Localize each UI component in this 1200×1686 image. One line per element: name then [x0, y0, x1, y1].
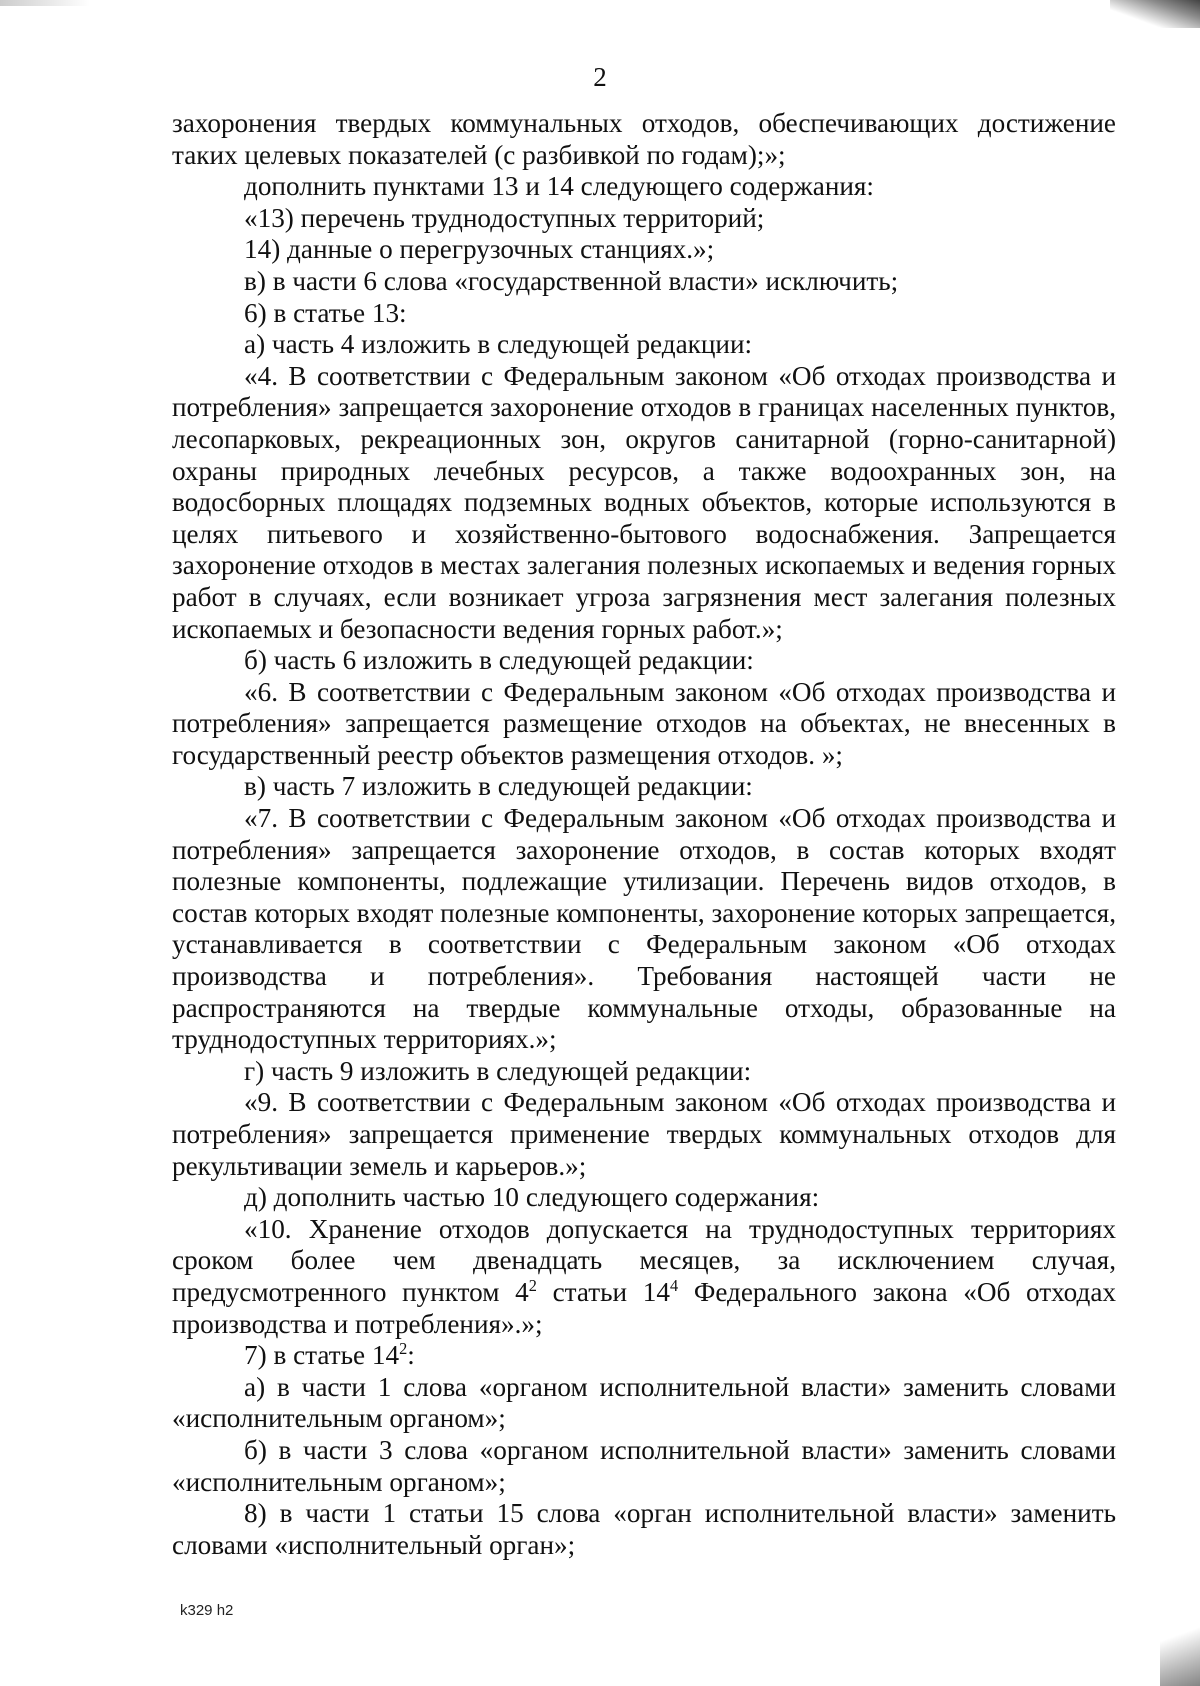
- paragraph: дополнить пунктами 13 и 14 следующего содержания:: [244, 171, 874, 202]
- paragraph: 6) в статье 13:: [244, 297, 407, 328]
- text-span: 7) в статье 14: [244, 1340, 400, 1371]
- text-span: «10. Хранение отходов допускается на труднодоступных территориях сроком более чем двенадцать месяцев, за исключением случая, предусмотренного пунктом 4: [172, 1213, 1116, 1307]
- text-span: :: [407, 1340, 415, 1371]
- paragraph: б) часть 6 изложить в следующей редакции:: [244, 645, 754, 676]
- paragraph: в) часть 7 изложить в следующей редакции:: [244, 771, 753, 802]
- paragraph: г) часть 9 изложить в следующей редакции:: [244, 1055, 752, 1086]
- paragraph: а) часть 4 изложить в следующей редакции:: [244, 329, 753, 360]
- superscript: 4: [669, 1275, 679, 1295]
- scan-corner-shadow: [1160, 1616, 1200, 1686]
- paragraph: б) в части 3 слова «органом исполнительной власти» заменить словами «исполнительным органом»;: [172, 1434, 1116, 1497]
- paragraph: «4. В соответствии с Федеральным законом «Об отходах производства и потребления» запрещается захоронение отходов в границах населенных пунктов, лесопарковых, рекреационных зон, округов санитарной (горно-санитарной) охраны природных лечебных ресурсов, а также водоохранных зон, на водосборных площадях подземных водных объектов, которые используются в целях питьевого и хозяйственно-бытового водоснабжения. Запрещается захоронение отходов в местах залегания полезных ископаемых и ведения горных работ в случаях, если возникает угроза загрязнения мест залегания полезных ископаемых и безопасности ведения горных работ.»;: [172, 360, 1116, 644]
- paragraph-article-7: [172, 1340, 1116, 1372]
- superscript: 2: [399, 1339, 408, 1359]
- scan-corner-shadow: [1110, 0, 1200, 28]
- document-body: [172, 108, 1116, 1561]
- paragraph: 14) данные о перегрузочных станциях.»;: [244, 234, 715, 265]
- paragraph: в) в части 6 слова «государственной власти» исключить;: [244, 265, 899, 296]
- text-span: Федерального закона «Об отходах производства и потребления».»;: [172, 1276, 1116, 1339]
- paragraph: «13) перечень труднодоступных территорий;: [244, 202, 765, 233]
- superscript: 2: [528, 1275, 537, 1295]
- paragraph: «6. В соответствии с Федеральным законом «Об отходах производства и потребления» запрещается размещение отходов на объектах, не внесенных в государственный реестр объектов размещения отходов. »;: [172, 676, 1116, 770]
- paragraph: «7. В соответствии с Федеральным законом «Об отходах производства и потребления» запрещается захоронение отходов, в состав которых входят полезные компоненты, подлежащие утилизации. Перечень видов отходов, в состав которых входят полезные компоненты, захоронение которых запрещается, устанавливается в соответствии с Федеральным законом «Об отходах производства и потребления». Требования настоящей части не распространяются на твердые коммунальные отходы, образованные на труднодоступных территориях.»;: [172, 803, 1116, 1055]
- paragraph: д) дополнить частью 10 следующего содержания:: [244, 1182, 820, 1213]
- paragraph: «9. В соответствии с Федеральным законом «Об отходах производства и потребления» запрещается применение твердых коммунальных отходов для рекультивации земель и карьеров.»;: [172, 1087, 1116, 1181]
- text-span: статьи 14: [536, 1276, 670, 1307]
- paragraph: а) в части 1 слова «органом исполнительной власти» заменить словами «исполнительным органом»;: [172, 1371, 1116, 1434]
- page-number: 2: [593, 62, 607, 92]
- paragraph-10: [172, 1214, 1116, 1340]
- paragraph: 8) в части 1 статьи 15 слова «орган исполнительной власти» заменить словами «исполнительный орган»;: [172, 1498, 1116, 1560]
- scan-edge-shadow: [0, 0, 90, 6]
- paragraph: захоронения твердых коммунальных отходов, обеспечивающих достижение таких целевых показателей (с разбивкой по годам);»;: [172, 108, 1116, 170]
- footer-document-code: k329 h2: [180, 1602, 234, 1619]
